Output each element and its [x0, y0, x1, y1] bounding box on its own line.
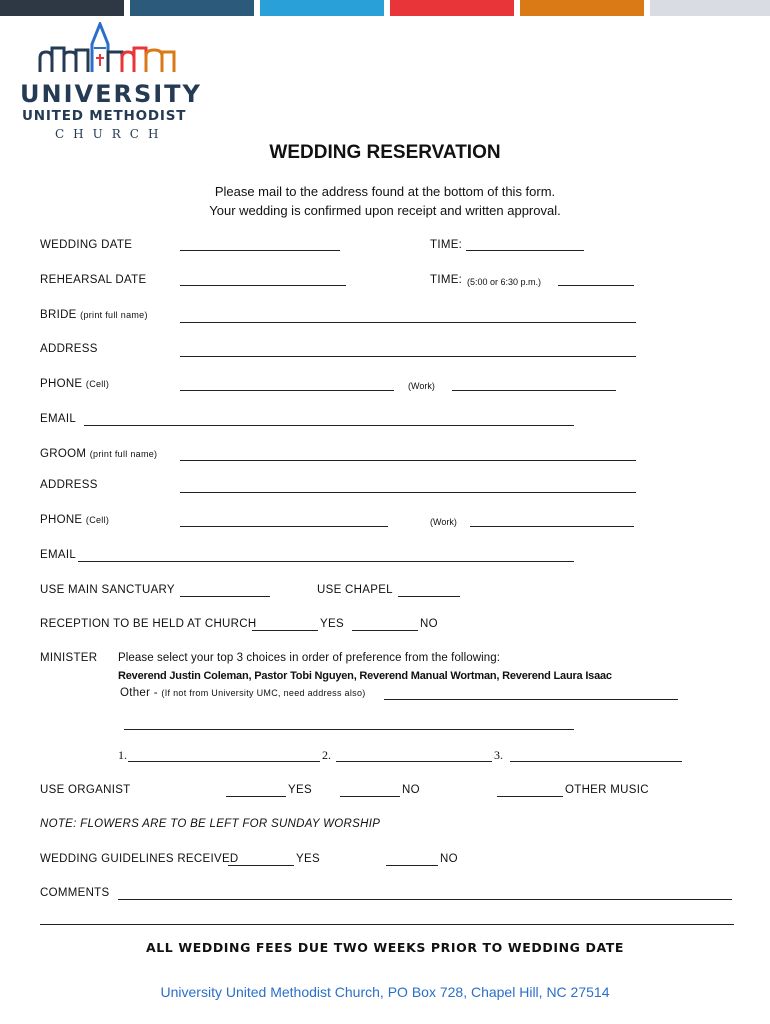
comments-field-line-1[interactable]	[118, 887, 732, 900]
bride-cell-field[interactable]	[180, 378, 394, 391]
organist-yes-label: YES	[288, 784, 312, 796]
logo-line-united-methodist: UNITED METHODIST	[22, 108, 187, 124]
groom-cell-field[interactable]	[180, 514, 388, 527]
wedding-date-label: WEDDING DATE	[40, 239, 133, 251]
fees-notice: ALL WEDDING FEES DUE TWO WEEKS PRIOR TO WEDDING DATE	[145, 940, 625, 955]
bride-email-label: EMAIL	[40, 413, 77, 425]
bride-print-note: (print full name)	[80, 310, 148, 320]
minister-names: Reverend Justin Coleman, Pastor Tobi Nguyen, Reverend Manual Wortman, Reverend Laura Isaac	[118, 670, 612, 682]
groom-email-label: EMAIL	[40, 549, 77, 561]
bride-phone-label	[40, 378, 109, 390]
minister-instructions: Please select your top 3 choices in order of preference from the following:	[118, 652, 501, 664]
bride-phone-text: PHONE	[40, 378, 83, 390]
bride-name-field[interactable]	[180, 310, 636, 323]
wedding-time-field[interactable]	[466, 238, 584, 251]
reception-no-label: NO	[420, 618, 438, 630]
bride-address-label: ADDRESS	[40, 343, 98, 355]
groom-work-field[interactable]	[470, 514, 634, 527]
other-note: (If not from University UMC, need address also)	[161, 688, 366, 698]
guidelines-yes-label: YES	[296, 853, 320, 865]
subtitle-confirm: Your wedding is confirmed upon receipt and written approval.	[209, 203, 561, 218]
reception-no-field[interactable]	[352, 618, 418, 631]
organist-label: USE ORGANIST	[40, 784, 131, 796]
organist-yes-field[interactable]	[226, 784, 286, 797]
reception-yes-field[interactable]	[252, 618, 318, 631]
minister-label: MINISTER	[40, 652, 98, 664]
flowers-note: NOTE: FLOWERS ARE TO BE LEFT FOR SUNDAY WORSHIP	[40, 818, 381, 830]
logo-line-church: CHURCH	[55, 127, 168, 141]
guidelines-no-field[interactable]	[386, 853, 438, 866]
rehearsal-date-field[interactable]	[180, 273, 346, 286]
groom-cell-note: (Cell)	[85, 515, 110, 525]
groom-address-label: ADDRESS	[40, 479, 98, 491]
main-sanctuary-label: USE MAIN SANCTUARY	[40, 584, 175, 596]
guidelines-no-label: NO	[440, 853, 458, 865]
groom-email-field[interactable]	[78, 549, 574, 562]
groom-print-note: (print full name)	[89, 449, 158, 459]
guidelines-yes-field[interactable]	[228, 853, 294, 866]
groom-label	[40, 448, 157, 460]
bride-cell-note: (Cell)	[85, 379, 110, 389]
top-bar-1	[0, 0, 124, 16]
footer-address: University United Methodist Church, PO Box 728, Chapel Hill, NC 27514	[160, 984, 610, 1000]
other-music-field[interactable]	[497, 784, 563, 797]
top-bar-6	[650, 0, 770, 16]
groom-address-field[interactable]	[180, 480, 636, 493]
rehearsal-time-note: (5:00 or 6:30 p.m.)	[467, 277, 542, 287]
main-sanctuary-field[interactable]	[180, 584, 270, 597]
bride-label	[40, 309, 148, 321]
wedding-date-field[interactable]	[180, 238, 340, 251]
top-bar-5	[520, 0, 644, 16]
bride-work-note: (Work)	[408, 381, 435, 391]
choice-2-label: 2.	[322, 748, 331, 762]
comments-label: COMMENTS	[40, 887, 110, 899]
church-skyline-icon	[36, 22, 186, 78]
guidelines-label: WEDDING GUIDELINES RECEIVED	[40, 853, 239, 865]
comments-field-line-2[interactable]	[40, 912, 734, 925]
reception-yes-label: YES	[320, 618, 344, 630]
wedding-time-label: TIME:	[430, 239, 463, 251]
logo-line-university: UNIVERSITY	[20, 80, 202, 108]
other-minister-field[interactable]	[384, 687, 678, 700]
choice-3-field[interactable]	[510, 749, 682, 762]
subtitle-mail: Please mail to the address found at the bottom of this form.	[214, 184, 556, 199]
bride-work-field[interactable]	[452, 378, 616, 391]
groom-work-note: (Work)	[430, 517, 457, 527]
groom-label-text: GROOM	[40, 448, 87, 460]
other-minister-address-field[interactable]	[124, 717, 574, 730]
groom-name-field[interactable]	[180, 448, 636, 461]
other-music-label: OTHER MUSIC	[565, 784, 649, 796]
choice-1-label: 1.	[118, 748, 127, 762]
organist-no-field[interactable]	[340, 784, 400, 797]
bride-label-text: BRIDE	[40, 309, 77, 321]
chapel-label: USE CHAPEL	[317, 584, 393, 596]
top-bar-4	[390, 0, 514, 16]
choice-1-field[interactable]	[128, 749, 320, 762]
other-minister-label	[120, 687, 366, 699]
choice-2-field[interactable]	[336, 749, 492, 762]
rehearsal-time-field[interactable]	[558, 273, 634, 286]
bride-address-field[interactable]	[180, 344, 636, 357]
bride-email-field[interactable]	[84, 413, 574, 426]
rehearsal-date-label: REHEARSAL DATE	[40, 274, 147, 286]
reception-label: RECEPTION TO BE HELD AT CHURCH	[40, 618, 257, 630]
other-label: Other -	[120, 687, 158, 699]
top-bar-3	[260, 0, 384, 16]
top-bar-2	[130, 0, 254, 16]
choice-3-label: 3.	[494, 748, 503, 762]
chapel-field[interactable]	[398, 584, 460, 597]
groom-phone-label	[40, 514, 109, 526]
organist-no-label: NO	[402, 784, 420, 796]
groom-phone-text: PHONE	[40, 514, 83, 526]
rehearsal-time-label: TIME:	[430, 274, 463, 286]
form-title: WEDDING RESERVATION	[269, 142, 501, 163]
